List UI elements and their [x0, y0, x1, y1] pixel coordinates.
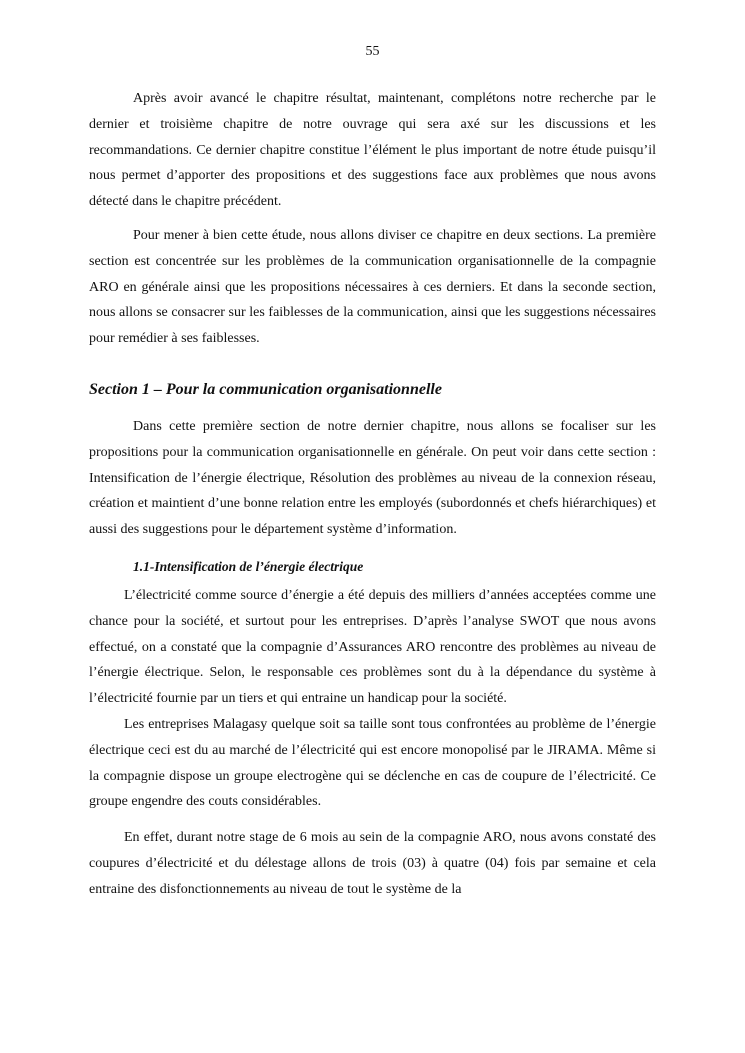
energy-paragraph-3: En effet, durant notre stage de 6 mois au sein de la compagnie ARO, nous avons constaté des coupures d’électricité et du délestage allons de trois (03) à quatre (04) fois par semaine et cela entraine des disfonctionnements au niveau de tout le système de la	[89, 830, 656, 897]
page-number: 55	[365, 44, 380, 59]
section-1-intro-paragraph: Dans cette première section de notre dernier chapitre, nous allons se focaliser sur les propositions pour la communication organisationnelle en générale. On peut voir dans cette section : Intensification de l’énergie électrique, Résolution des problèmes au niveau de la connexion réseau, création et maintient d’une bonne relation entre les employés (subordonnés et chefs hiérarchiques) et aussi des suggestions pour le département système d’information.	[89, 418, 656, 538]
section-1-heading: Section 1 – Pour la communication organisationnelle	[89, 380, 442, 398]
subsection-1-1-heading: 1.1-Intensification de l’énergie électrique	[133, 558, 364, 574]
intro-paragraph-2: Pour mener à bien cette étude, nous allons diviser ce chapitre en deux sections. La première section est concentrée sur les problèmes de la communication organisationnelle de la compagnie ARO en générale ainsi que les propositions nécessaires à ces derniers. Et dans la seconde section, nous allons se consacrer sur les faiblesses de la communication, ainsi que les suggestions nécessaires pour remédier à ses faiblesses.	[89, 227, 656, 347]
page-body	[89, 86, 656, 903]
energy-paragraph-1: L’électricité comme source d’énergie a été depuis des milliers d’années acceptées comme une chance pour la société, et surtout pour les entreprises. D’après l’analyse SWOT que nous avons effectué, on a constaté que la compagnie d’Assurances ARO rencontre des problèmes au niveau de l’énergie électrique. Selon, le responsable ces problèmes sont du à la dépendance du système à l’électricité fournie par un tiers et qui entraine un handicap pour la société.	[89, 587, 656, 707]
energy-paragraph-2: Les entreprises Malagasy quelque soit sa taille sont tous confrontées au problème de l’énergie électrique ceci est du au marché de l’électricité qui est encore monopolisé par le JIRAMA. Même si la compagnie dispose un groupe electrogène qui se déclenche en cas de coupure de l’électricité. Ce groupe engendre des couts considérables.	[89, 716, 656, 810]
intro-paragraph-1: Après avoir avancé le chapitre résultat, maintenant, complétons notre recherche par le dernier et troisième chapitre de notre ouvrage qui sera axé sur les discussions et les recommandations. Ce dernier chapitre constitue l’élément le plus important de notre étude puisqu’il nous permet d’apporter des propositions et des suggestions face aux problèmes que nous avons détecté dans le chapitre précédent.	[89, 91, 656, 210]
